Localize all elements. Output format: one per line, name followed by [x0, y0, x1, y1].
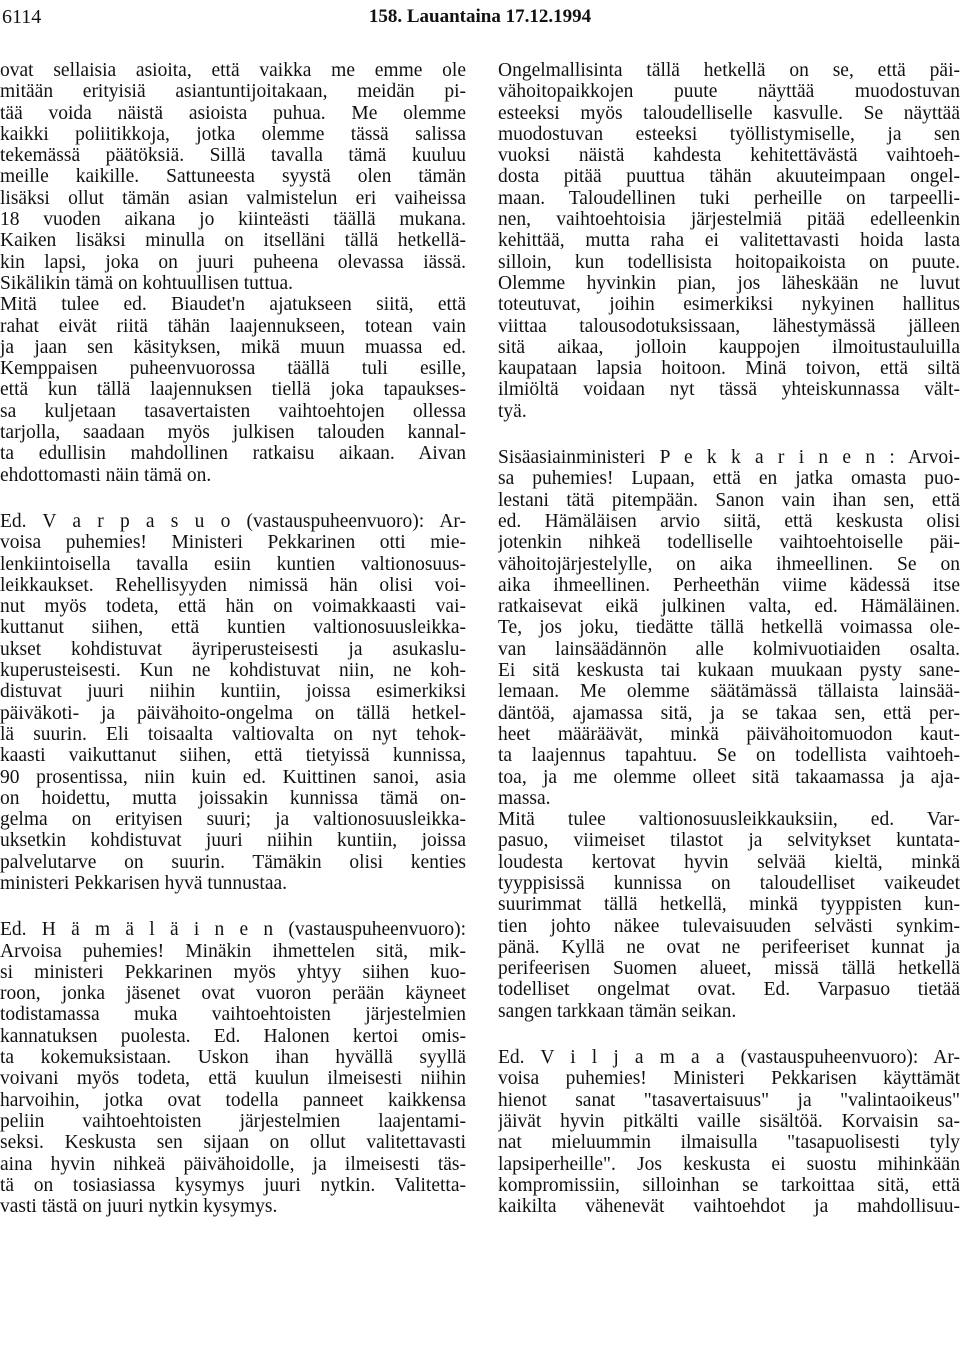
- text-line: lä suurin. Eli toisaalta valtiovalta on nyt tehok-: [0, 723, 466, 745]
- text-line: sa kuljetaan tasavertaisten vaihtoehtojen ollessa: [0, 400, 466, 422]
- text-line: toa, ja me olemme olleet sitä takaamassa ja aja-: [498, 766, 960, 788]
- text-line: Ongelmallisinta tällä hetkellä on se, että päi-: [498, 60, 960, 81]
- text-line: toteutuvat, joihin esimerkiksi nykyinen hallitus: [498, 294, 960, 316]
- text-line: aina hyvin nihkeä päivähoidolle, ja ilmeisesti täs-: [0, 1153, 466, 1175]
- text-line: Kemppaisen puheenvuorossa täällä tuli esille,: [0, 358, 466, 380]
- page-header: [0, 6, 960, 32]
- text-line: sitä aikaa, jolloin kauppojen ilmoitustauluilla: [498, 336, 960, 358]
- text-line: sa puhemies! Lupaan, että en jatka omasta puo-: [498, 468, 960, 490]
- text-line: on hoidettu, mutta joissakin kunnissa tämä on-: [0, 787, 466, 809]
- text-line: silloin, kun todellisista hoitopaikoista on puute.: [498, 251, 960, 273]
- text-line: Te, jos joku, tiedätte tällä hetkellä voimassa ole-: [498, 617, 960, 639]
- text-line: voisa puhemies! Ministeri Pekkarinen otti mie-: [0, 532, 466, 554]
- text-line: Mitä tulee valtionosuusleikkauksiin, ed. Var-: [498, 809, 960, 831]
- text-line: 90 prosentissa, niin kuin ed. Kuittinen sanoi, asia: [0, 766, 466, 788]
- text-line: Sikälikin tämä on kohtuullisen tuttua.: [0, 272, 294, 294]
- text-line: pasuo, viimeiset tilastot ja selvitykset kuntata-: [498, 830, 960, 852]
- text-line: pänä. Kyllä ne ovat ne perifeeriset kunnat ja: [498, 936, 960, 958]
- text-line: roon, jonka jäsenet ovat vuoron perään käyneet: [0, 983, 466, 1005]
- text-line: rahat eivät riitä tähän laajennukseen, totean vain: [0, 315, 466, 337]
- text-line: dosta pitää puuttua tähän akuuteimpaan ongel-: [498, 166, 960, 188]
- text-line: däntöä, ajamassa sitä, ja se takaa sen, että per-: [498, 702, 960, 724]
- text-line: kuperusteisesti. Kun ne kohdistuvat niin, ne koh-: [0, 660, 466, 682]
- page-number: 6114: [2, 6, 42, 28]
- paragraph-gap: [498, 422, 960, 447]
- text-line: ehdottomasti näin tämä on.: [0, 464, 212, 486]
- text-line: suurimmat tällä hetkellä, minkä tyyppisten kun-: [498, 894, 960, 916]
- text-line: mitään erityisiä asiantuntijoitakaan, meidän pi-: [0, 81, 466, 103]
- text-line: maan. Taloudellinen tuki perheille on tarpeelli-: [498, 187, 960, 209]
- text-line: lenkiintoisella tavalla esiin kuntien valtionosuus-: [0, 553, 466, 575]
- text-line: kaasti vaikuttanut siihen, että tietyissä kunnissa,: [0, 745, 466, 767]
- text-line: meille kaikille. Sattuneesta syystä olen tämän: [0, 166, 466, 188]
- text-line: että kun tällä laajennuksen tiellä joka tapaukses-: [0, 379, 466, 401]
- text-line: seksi. Keskusta sen sijaan on ollut valitettavasti: [0, 1132, 466, 1154]
- text-line: lestani tätä pitempään. Sanon vain ihan sen, että: [498, 489, 960, 511]
- text-line: kompromissiin, silloinhan se tarkoittaa sitä, että: [498, 1174, 960, 1196]
- text-line: kaikilta vähenevät vaihtoehdot ja mahdollisuu-: [498, 1196, 960, 1218]
- text-line: harvoihin, jotka ovat todella panneet kaikkensa: [0, 1089, 466, 1111]
- text-line: lisäksi ollut tämän asian valmistelun eri vaiheissa: [0, 187, 466, 209]
- text-line: tekemässä päätöksiä. Sillä tavalla tämä kuuluu: [0, 145, 466, 167]
- text-line: Ed. V i l j a m a a (vastauspuheenvuoro): Ar-: [498, 1047, 960, 1069]
- text-line: kaupataan lapsia hoitoon. Minä toivon, että siltä: [498, 358, 960, 380]
- text-line: todelliset ongelmat ovat. Ed. Varpasuo tietää: [498, 979, 960, 1001]
- paragraph-gap: [498, 1022, 960, 1047]
- text-line: kehittää, mutta raha ei valitettavasti hoida lasta: [498, 230, 960, 252]
- text-line: kaikki poliitikkoja, jotka olemme tässä salissa: [0, 123, 466, 145]
- text-line: esteeksi myös taloudelliselle kasvulle. Se näyttää: [498, 102, 960, 124]
- session-title: 158. Lauantaina 17.12.1994: [368, 6, 592, 27]
- text-line: Kaiken lisäksi minulla on itselläni tällä hetkellä-: [0, 230, 466, 252]
- text-line: Mitä tulee ed. Biaudet'n ajatukseen siitä, että: [0, 294, 466, 316]
- text-line: Ei sitä keskusta tai kukaan muukaan pysty sane-: [498, 660, 960, 682]
- text-line: vuoksi näistä kahdesta kehitettävästä vaihtoeh-: [498, 145, 960, 167]
- text-line: gelma on erityisen suuri; ja valtionosuusleikka-: [0, 809, 466, 831]
- text-line: tyä.: [498, 400, 527, 422]
- text-line: lapsiperheille". Jos keskusta ei suostu mihinkään: [498, 1153, 960, 1175]
- text-line: aika ihmeellinen. Perheethän viime kädessä itse: [498, 574, 960, 596]
- text-line: Olemme hyvinkin pian, jos läheskään ne luvut: [498, 272, 960, 294]
- text-line: loudesta kertovat hyvin selvää kieltä, minkä: [498, 851, 960, 873]
- text-line: tarjolla, saadaan myös julkisen talouden kannal-: [0, 422, 466, 444]
- text-line: tä on tosiasiassa kysymys juuri nytkin. Valitetta-: [0, 1174, 466, 1196]
- text-line: ilmiöltä voidaan nyt tässä yhteiskunnassa vält-: [498, 379, 960, 401]
- text-line: päiväkoti- ja päivähoito-ongelma on tällä hetkel-: [0, 702, 466, 724]
- text-line: kannatuksen puolesta. Ed. Halonen kertoi omis-: [0, 1025, 466, 1047]
- text-line: lemaan. Me olemme säätämässä tällaista lainsää-: [498, 681, 960, 703]
- text-line: hienot sanat "tasavertaisuus" ja "valintaoikeus": [498, 1089, 960, 1111]
- text-line: vasti tästä on juuri nytkin kysymys.: [0, 1196, 278, 1218]
- text-line: ovat sellaisia asioita, että vaikka me emme ole: [0, 60, 466, 81]
- paragraph-gap: [0, 894, 466, 919]
- text-line: ministeri Pekkarisen hyvä tunnustaa.: [0, 872, 288, 894]
- text-line: kuttanut siihen, että kuntien valtionosuusleikka-: [0, 617, 466, 639]
- text-line: kin lapsi, joka on juuri puheena olevassa iässä.: [0, 251, 466, 273]
- text-line: Ed. H ä m ä l ä i n e n (vastauspuheenvuoro):: [0, 919, 466, 941]
- paragraph-gap: [0, 486, 466, 511]
- text-line: Arvoisa puhemies! Minäkin ihmettelen sitä, mik-: [0, 940, 466, 962]
- text-line: tien johto näkee tulevaisuuden selvästi synkim-: [498, 915, 960, 937]
- text-line: ja jaan sen käsityksen, mikä muun muassa ed.: [0, 336, 466, 358]
- text-line: ta kokemuksistaan. Uskon ihan hyvällä syyllä: [0, 1047, 466, 1069]
- text-line: van lainsäädännön alle kolmivuotiaiden osalta.: [498, 638, 960, 660]
- text-line: ed. Hämäläisen arvio siitä, että keskusta olisi: [498, 510, 960, 532]
- text-line: nat mieluummin ilmaisulla "tasapuolisesti tyly: [498, 1132, 960, 1154]
- text-line: nen, vaihtoehtoisia järjestelmiä pitää edelleenkin: [498, 209, 960, 231]
- text-line: heet määräävät, minkä päivähoitomuodon kaut-: [498, 723, 960, 745]
- text-line: muodostuvan esteeksi työllistymiselle, ja sen: [498, 123, 960, 145]
- text-line: tää voida näistä asioista puhua. Me olemme: [0, 102, 466, 124]
- text-line: ta edullisin mahdollinen ratkaisu aikaan. Aivan: [0, 443, 466, 465]
- text-line: 18 vuoden aikana jo kiinteästi täällä mukana.: [0, 209, 466, 231]
- text-line: vähoitopaikkojen puute näyttää muodostuvan: [498, 81, 960, 103]
- left-column: [0, 60, 466, 1217]
- text-line: jäivät hyvin pitkälti vaille sisältöä. Korvaisin sa-: [498, 1110, 960, 1132]
- text-line: jotenkin nihkeä todelliselle vaihtoehtoiselle päi-: [498, 532, 960, 554]
- right-column: [498, 60, 960, 1217]
- text-line: nut myös todeta, että hän on voimakkaasti vai-: [0, 596, 466, 618]
- text-line: peliin vaihtoehtoisten järjestelmien laajentami-: [0, 1110, 466, 1132]
- text-line: ukset kohdistuvat äyriperusteisesti ja asukaslu-: [0, 638, 466, 660]
- text-line: distuvat juuri niihin kuntiin, joissa esimerkiksi: [0, 681, 466, 703]
- text-line: viittaa talousodotuksissaan, lähestymässä jälleen: [498, 315, 960, 337]
- text-line: voivani myös todeta, että kuulun ilmeisesti niihin: [0, 1068, 466, 1090]
- text-line: leikkaukset. Rehellisyyden nimissä hän olisi voi-: [0, 574, 466, 596]
- text-line: todistamassa muka vaihtoehtoisten järjestelmien: [0, 1004, 466, 1026]
- text-line: tyyppisissä kunnissa on taloudelliset vaikeudet: [498, 872, 960, 894]
- text-line: ratkaisevat eikä julkinen valta, ed. Hämäläinen.: [498, 596, 960, 618]
- text-line: perifeerisen Suomen alueet, missä tällä hetkellä: [498, 958, 960, 980]
- text-line: uksetkin kohdistuvat juuri niihin kuntiin, joissa: [0, 830, 466, 852]
- text-line: ta laajennus tapahtuu. Se on todellista vaihtoeh-: [498, 745, 960, 767]
- text-line: voisa puhemies! Ministeri Pekkarisen käyttämät: [498, 1068, 960, 1090]
- text-line: Sisäasiainministeri P e k k a r i n e n : Arvoi-: [498, 447, 960, 469]
- text-line: Ed. V a r p a s u o (vastauspuheenvuoro): Ar-: [0, 510, 466, 532]
- text-line: palvelutarve on suurin. Tämäkin olisi kenties: [0, 851, 466, 873]
- text-line: sangen tarkkaan tämän seikan.: [498, 1000, 737, 1022]
- text-line: massa.: [498, 787, 551, 809]
- text-line: vähoitojärjestelylle, on aika ihmeellinen. Se on: [498, 553, 960, 575]
- text-line: si ministeri Pekkarinen myös yhtyy siihen kuo-: [0, 961, 466, 983]
